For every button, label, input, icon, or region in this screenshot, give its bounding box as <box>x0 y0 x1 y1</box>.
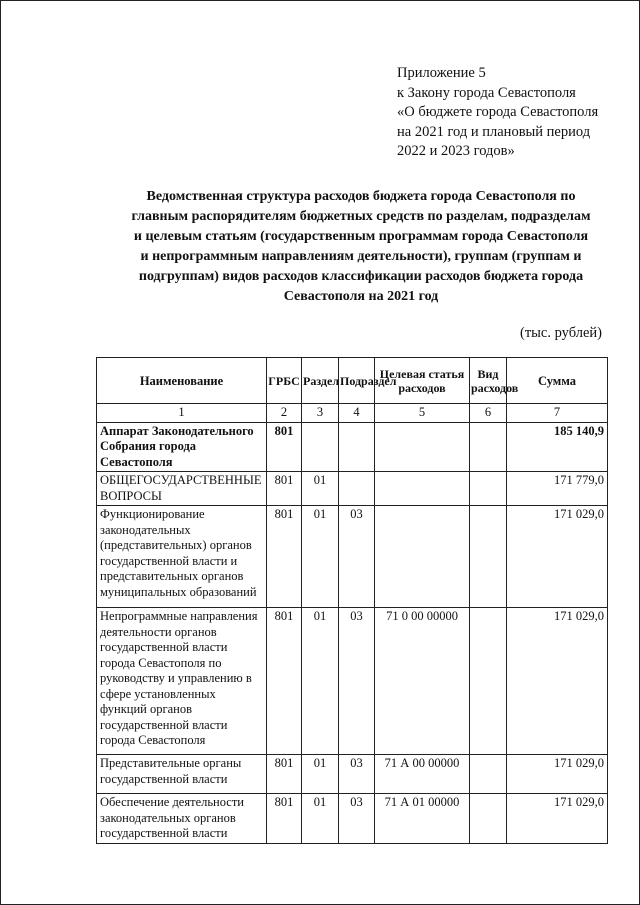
row-grbs: 801 <box>267 506 302 608</box>
table-row <box>97 794 608 844</box>
row-sum: 171 029,0 <box>507 794 608 844</box>
appendix-line: Приложение 5 <box>397 65 486 81</box>
column-number: 4 <box>339 404 375 423</box>
header-grbs: ГРБС <box>267 358 302 404</box>
row-sum: 171 779,0 <box>507 472 608 506</box>
row-target: 71 А 00 00000 <box>375 755 470 794</box>
row-razdel <box>302 422 339 472</box>
row-sum: 185 140,9 <box>507 422 608 472</box>
row-name: Непрограммные направления деятельности органов государственной власти города Севастополя по руководству и управлению в сфере установленных функций органов государственной власти города Севастополя <box>97 608 267 755</box>
row-sum: 171 029,0 <box>507 755 608 794</box>
row-vid <box>470 608 507 755</box>
row-name: Аппарат Законодательного Собрания города Севастополя <box>97 422 267 472</box>
row-grbs: 801 <box>267 794 302 844</box>
row-grbs: 801 <box>267 755 302 794</box>
units-label: (тыс. рублей) <box>520 325 602 341</box>
row-sum: 171 029,0 <box>507 506 608 608</box>
table-row <box>97 608 608 755</box>
column-number: 7 <box>507 404 608 423</box>
row-target <box>375 422 470 472</box>
row-sum: 171 029,0 <box>507 608 608 755</box>
row-vid <box>470 506 507 608</box>
column-number: 2 <box>267 404 302 423</box>
row-razdel: 01 <box>302 794 339 844</box>
header-razdel: Раздел <box>302 358 339 404</box>
appendix-line: к Закону города Севастополя <box>397 84 576 101</box>
title-line: подгруппам) видов расходов классификации расходов бюджета города <box>138 269 584 284</box>
column-number: 5 <box>375 404 470 423</box>
title-line: и непрограммным направлениям деятельности), группам (группам и <box>140 249 582 264</box>
header-sum: Сумма <box>507 358 608 404</box>
title-line: главным распорядителям бюджетных средств по разделам, подразделам <box>131 209 591 224</box>
column-number: 1 <box>97 404 267 423</box>
table-row <box>97 472 608 506</box>
row-grbs: 801 <box>267 422 302 472</box>
row-name: Представительные органы государственной власти <box>97 755 267 794</box>
appendix-line: 2022 и 2023 годов» <box>397 143 515 159</box>
row-name: ОБЩЕГОСУДАРСТВЕННЫЕ ВОПРОСЫ <box>97 472 267 506</box>
row-podrazdel <box>339 472 375 506</box>
row-vid <box>470 755 507 794</box>
row-name: Обеспечение деятельности законодательных органов государственной власти <box>97 794 267 844</box>
row-razdel: 01 <box>302 472 339 506</box>
row-razdel: 01 <box>302 506 339 608</box>
row-name: Функционирование законодательных (представительных) органов государственной власти и представительных органов муниципальных образований <box>97 506 267 608</box>
header-name: Наименование <box>97 358 267 404</box>
document-title <box>104 187 618 307</box>
row-podrazdel <box>339 422 375 472</box>
header-vid: Вид расходов <box>470 358 507 404</box>
header-podrazdel: Подраздел <box>339 358 375 404</box>
row-podrazdel: 03 <box>339 794 375 844</box>
appendix-line: «О бюджете города Севастополя <box>397 104 599 120</box>
row-vid <box>470 422 507 472</box>
row-grbs: 801 <box>267 608 302 755</box>
table-row <box>97 422 608 472</box>
row-target: 71 А 01 00000 <box>375 794 470 844</box>
title-line: и целевым статьям (государственным программам города Севастополя <box>133 229 589 244</box>
table-row <box>97 506 608 608</box>
column-number: 3 <box>302 404 339 423</box>
budget-table <box>96 357 608 844</box>
row-target <box>375 472 470 506</box>
column-number: 6 <box>470 404 507 423</box>
row-vid <box>470 794 507 844</box>
row-podrazdel: 03 <box>339 755 375 794</box>
row-podrazdel: 03 <box>339 506 375 608</box>
row-razdel: 01 <box>302 608 339 755</box>
appendix-note <box>397 64 637 162</box>
header-target: Целевая статья расходов <box>375 358 470 404</box>
row-target: 71 0 00 00000 <box>375 608 470 755</box>
table-row <box>97 755 608 794</box>
row-podrazdel: 03 <box>339 608 375 755</box>
appendix-line: на 2021 год и плановый период <box>397 123 591 140</box>
row-target <box>375 506 470 608</box>
row-grbs: 801 <box>267 472 302 506</box>
title-line: Ведомственная структура расходов бюджета города Севастополя по <box>146 189 576 204</box>
header-row <box>97 358 608 404</box>
title-line: Севастополя на 2021 год <box>283 289 439 304</box>
column-number-row <box>97 404 608 423</box>
row-vid <box>470 472 507 506</box>
row-razdel: 01 <box>302 755 339 794</box>
